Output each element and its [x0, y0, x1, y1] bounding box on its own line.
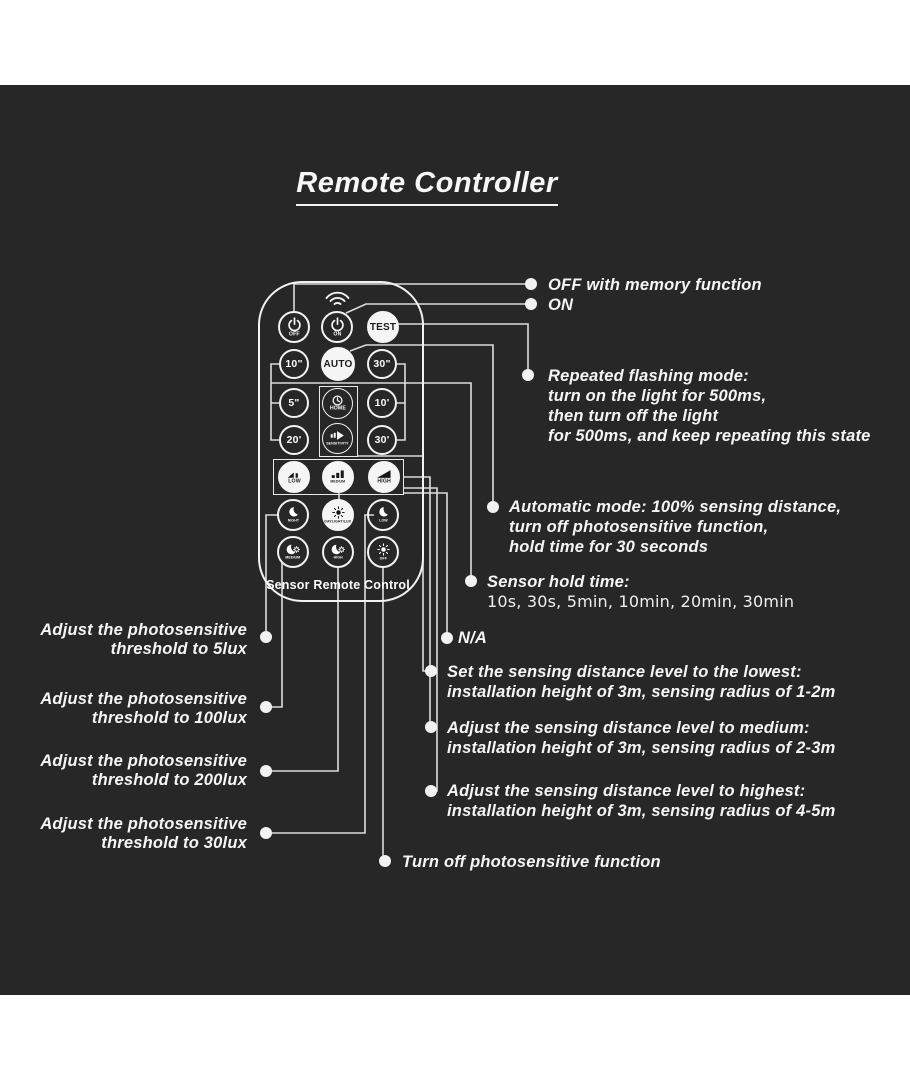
distance-medium-button[interactable]: [322, 461, 354, 493]
annotation-turn-off-photosensitive: Turn off photosensitive function: [402, 853, 661, 871]
sun-icon: [332, 506, 345, 519]
annotation-threshold-5lux: Adjust the photosensitive threshold to 5lux: [40, 621, 247, 658]
annotation-off-memory: OFF with memory function: [548, 276, 762, 294]
annotation-distance-highest: Adjust the sensing distance level to highest: installation height of 3m, sensing radius of 4-5m: [447, 782, 836, 820]
signal-high-icon: [376, 469, 392, 479]
moon-icon: [287, 506, 299, 518]
button-label: 30": [373, 357, 391, 370]
button-label: ON: [332, 331, 342, 337]
button-label: DAYLIGHT/LUX: [324, 519, 352, 523]
button-label: 10": [285, 357, 303, 370]
button-label: MEDIUM: [285, 555, 301, 559]
sensitivity-arrow-icon: [330, 430, 345, 441]
time-20min-button[interactable]: [279, 425, 309, 455]
signal-low-icon: [287, 469, 302, 479]
button-label: NIGHT: [287, 518, 299, 523]
annotation-sensor-hold-time: Sensor hold time: 10s, 30s, 5min, 10min, 20min, 30min: [487, 573, 795, 611]
annotation-threshold-100lux: Adjust the photosensitive threshold to 100lux: [40, 690, 247, 727]
time-10min-button[interactable]: [367, 388, 397, 418]
test-button[interactable]: [367, 311, 399, 343]
button-label: OFF: [379, 556, 387, 560]
button-label: TEST: [369, 321, 397, 333]
annotation-automatic-mode: Automatic mode: 100% sensing distance, turn off photosensitive function, hold time for 30 seconds: [509, 498, 842, 556]
annotation-threshold-200lux: Adjust the photosensitive threshold to 200lux: [40, 752, 247, 789]
button-label: HIGH: [377, 478, 391, 485]
on-button[interactable]: [321, 311, 353, 343]
annotation-distance-lowest: Set the sensing distance level to the lowest: installation height of 3m, sensing radius of 1-2m: [447, 663, 836, 701]
button-label: 10': [374, 396, 390, 409]
button-label: OFF: [288, 331, 300, 337]
lux-daylight-button[interactable]: [322, 499, 354, 531]
button-label: 30': [374, 433, 390, 446]
moon-sun-icon: [331, 544, 346, 555]
sun-icon: [377, 543, 390, 556]
lux-high-button[interactable]: [322, 536, 354, 568]
lux-medium-button[interactable]: [277, 536, 309, 568]
moon-sun-icon: [286, 544, 301, 555]
auto-button[interactable]: [321, 347, 355, 381]
time-5s-button[interactable]: [279, 388, 309, 418]
off-button[interactable]: [278, 311, 310, 343]
time-30s-button[interactable]: [367, 349, 397, 379]
lux-night-button[interactable]: [277, 499, 309, 531]
button-label: HOME: [329, 405, 346, 412]
annotation-repeated-flashing: Repeated flashing mode: turn on the light for 500ms, then turn off the light for 500ms, and keep repeating this state: [548, 367, 871, 445]
annotation-na: N/A: [458, 629, 488, 647]
time-30min-button[interactable]: [367, 425, 397, 455]
annotation-distance-medium: Adjust the sensing distance level to medium: installation height of 3m, sensing radius of 2-3m: [447, 719, 836, 757]
clock-icon: [332, 395, 343, 406]
power-icon: [330, 317, 345, 332]
distance-high-button[interactable]: [368, 461, 400, 493]
signal-medium-icon: [331, 469, 346, 479]
power-icon: [287, 317, 302, 332]
button-label: 20': [286, 433, 302, 446]
lux-off-button[interactable]: [367, 536, 399, 568]
home-button[interactable]: [322, 388, 353, 419]
button-label: MEDIUM: [330, 479, 346, 484]
annotation-on: ON: [548, 296, 574, 314]
distance-low-button[interactable]: [278, 461, 310, 493]
sensitivity-button[interactable]: [322, 423, 353, 454]
time-10s-button[interactable]: [279, 349, 309, 379]
annotation-threshold-30lux: Adjust the photosensitive threshold to 30lux: [40, 815, 247, 852]
wifi-icon: [324, 289, 351, 306]
lux-low-button[interactable]: [367, 499, 399, 531]
button-label: AUTO: [323, 358, 353, 370]
button-label: LOW: [378, 518, 388, 523]
button-label: 5": [288, 396, 300, 409]
moon-icon: [377, 506, 389, 518]
button-label: SENSITIVITY: [326, 441, 349, 446]
remote-caption: Sensor Remote Control: [266, 578, 410, 592]
button-label: LOW: [287, 478, 301, 485]
page-title: Remote Controller: [262, 166, 592, 200]
button-label: HIGH: [333, 555, 343, 559]
